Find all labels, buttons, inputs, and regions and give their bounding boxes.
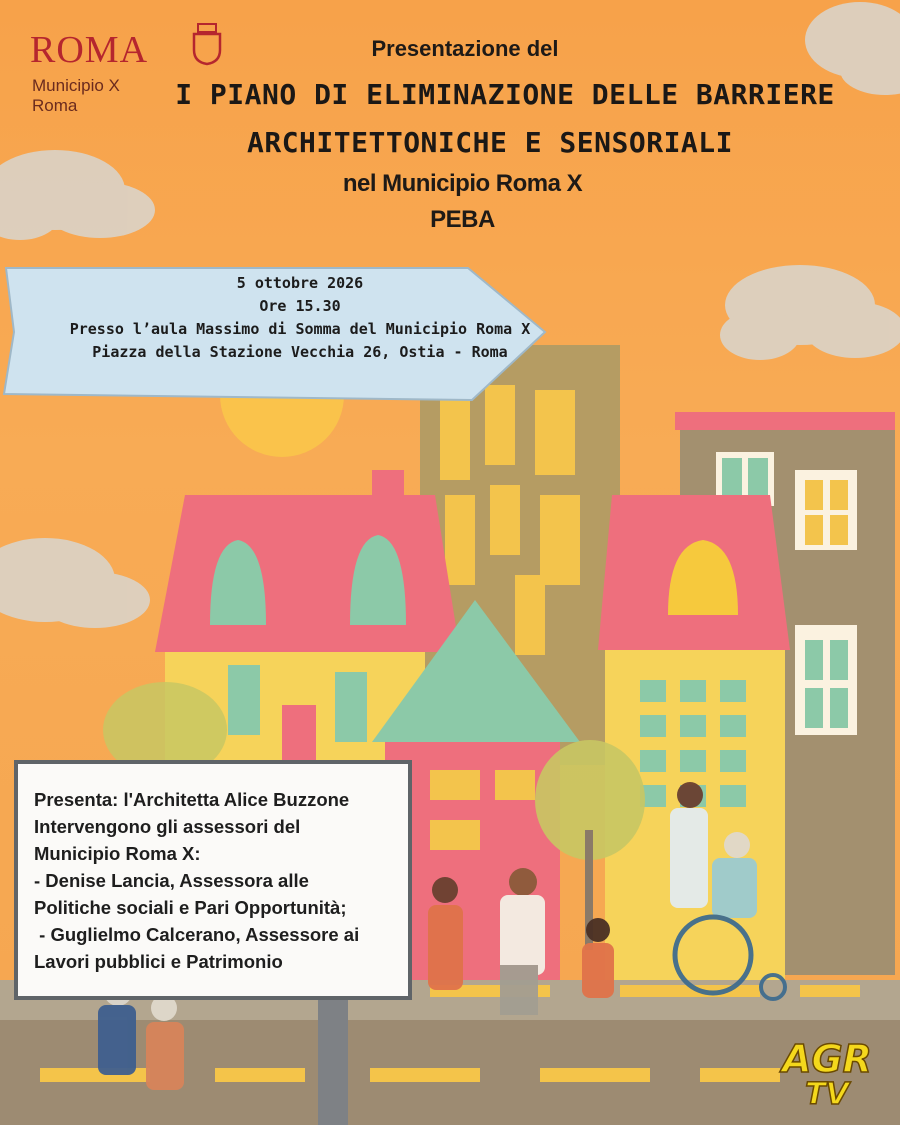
cloud-right [720, 265, 900, 360]
speakers-line: Politiche sociali e Pari Opportunità; [34, 897, 347, 918]
title-line-2: ARCHITETTONICHE E SENSORIALI [246, 126, 733, 159]
speakers-line: Intervengono gli assessori del [34, 816, 301, 837]
speakers-line: - Guglielmo Calcerano, Assessore ai [34, 924, 360, 945]
event-date: 5 ottobre 2026 [236, 274, 364, 292]
municipio-line-2: Roma [32, 96, 78, 115]
title-intro: Presentazione del [371, 36, 559, 61]
speakers-line: Municipio Roma X: [34, 843, 201, 864]
title-line-3: nel Municipio Roma X [342, 170, 583, 197]
event-address: Piazza della Stazione Vecchia 26, Ostia - Roma [92, 343, 508, 361]
municipio-line-1: Municipio X [32, 76, 120, 95]
roma-logo: ROMA [30, 29, 149, 71]
event-time: Ore 15.30 [259, 297, 341, 315]
speakers-line: Presenta: l'Architetta Alice Buzzone [34, 789, 350, 810]
speakers-line: - Denise Lancia, Assessora alle [34, 870, 309, 891]
agr-tv-logo [772, 1039, 882, 1117]
agr-text: AGR [782, 1037, 872, 1081]
speakers-line: Lavori pubblici e Patrimonio [34, 951, 283, 972]
title-line-1: I PIANO DI ELIMINAZIONE DELLE BARRIERE [175, 78, 835, 111]
title-acronym: PEBA [430, 206, 495, 233]
event-place: Presso l’aula Massimo di Somma del Municipio Roma X [69, 320, 531, 338]
cloud-left [0, 538, 150, 628]
tv-text: TV [805, 1077, 849, 1112]
speakers-board [14, 760, 412, 1000]
